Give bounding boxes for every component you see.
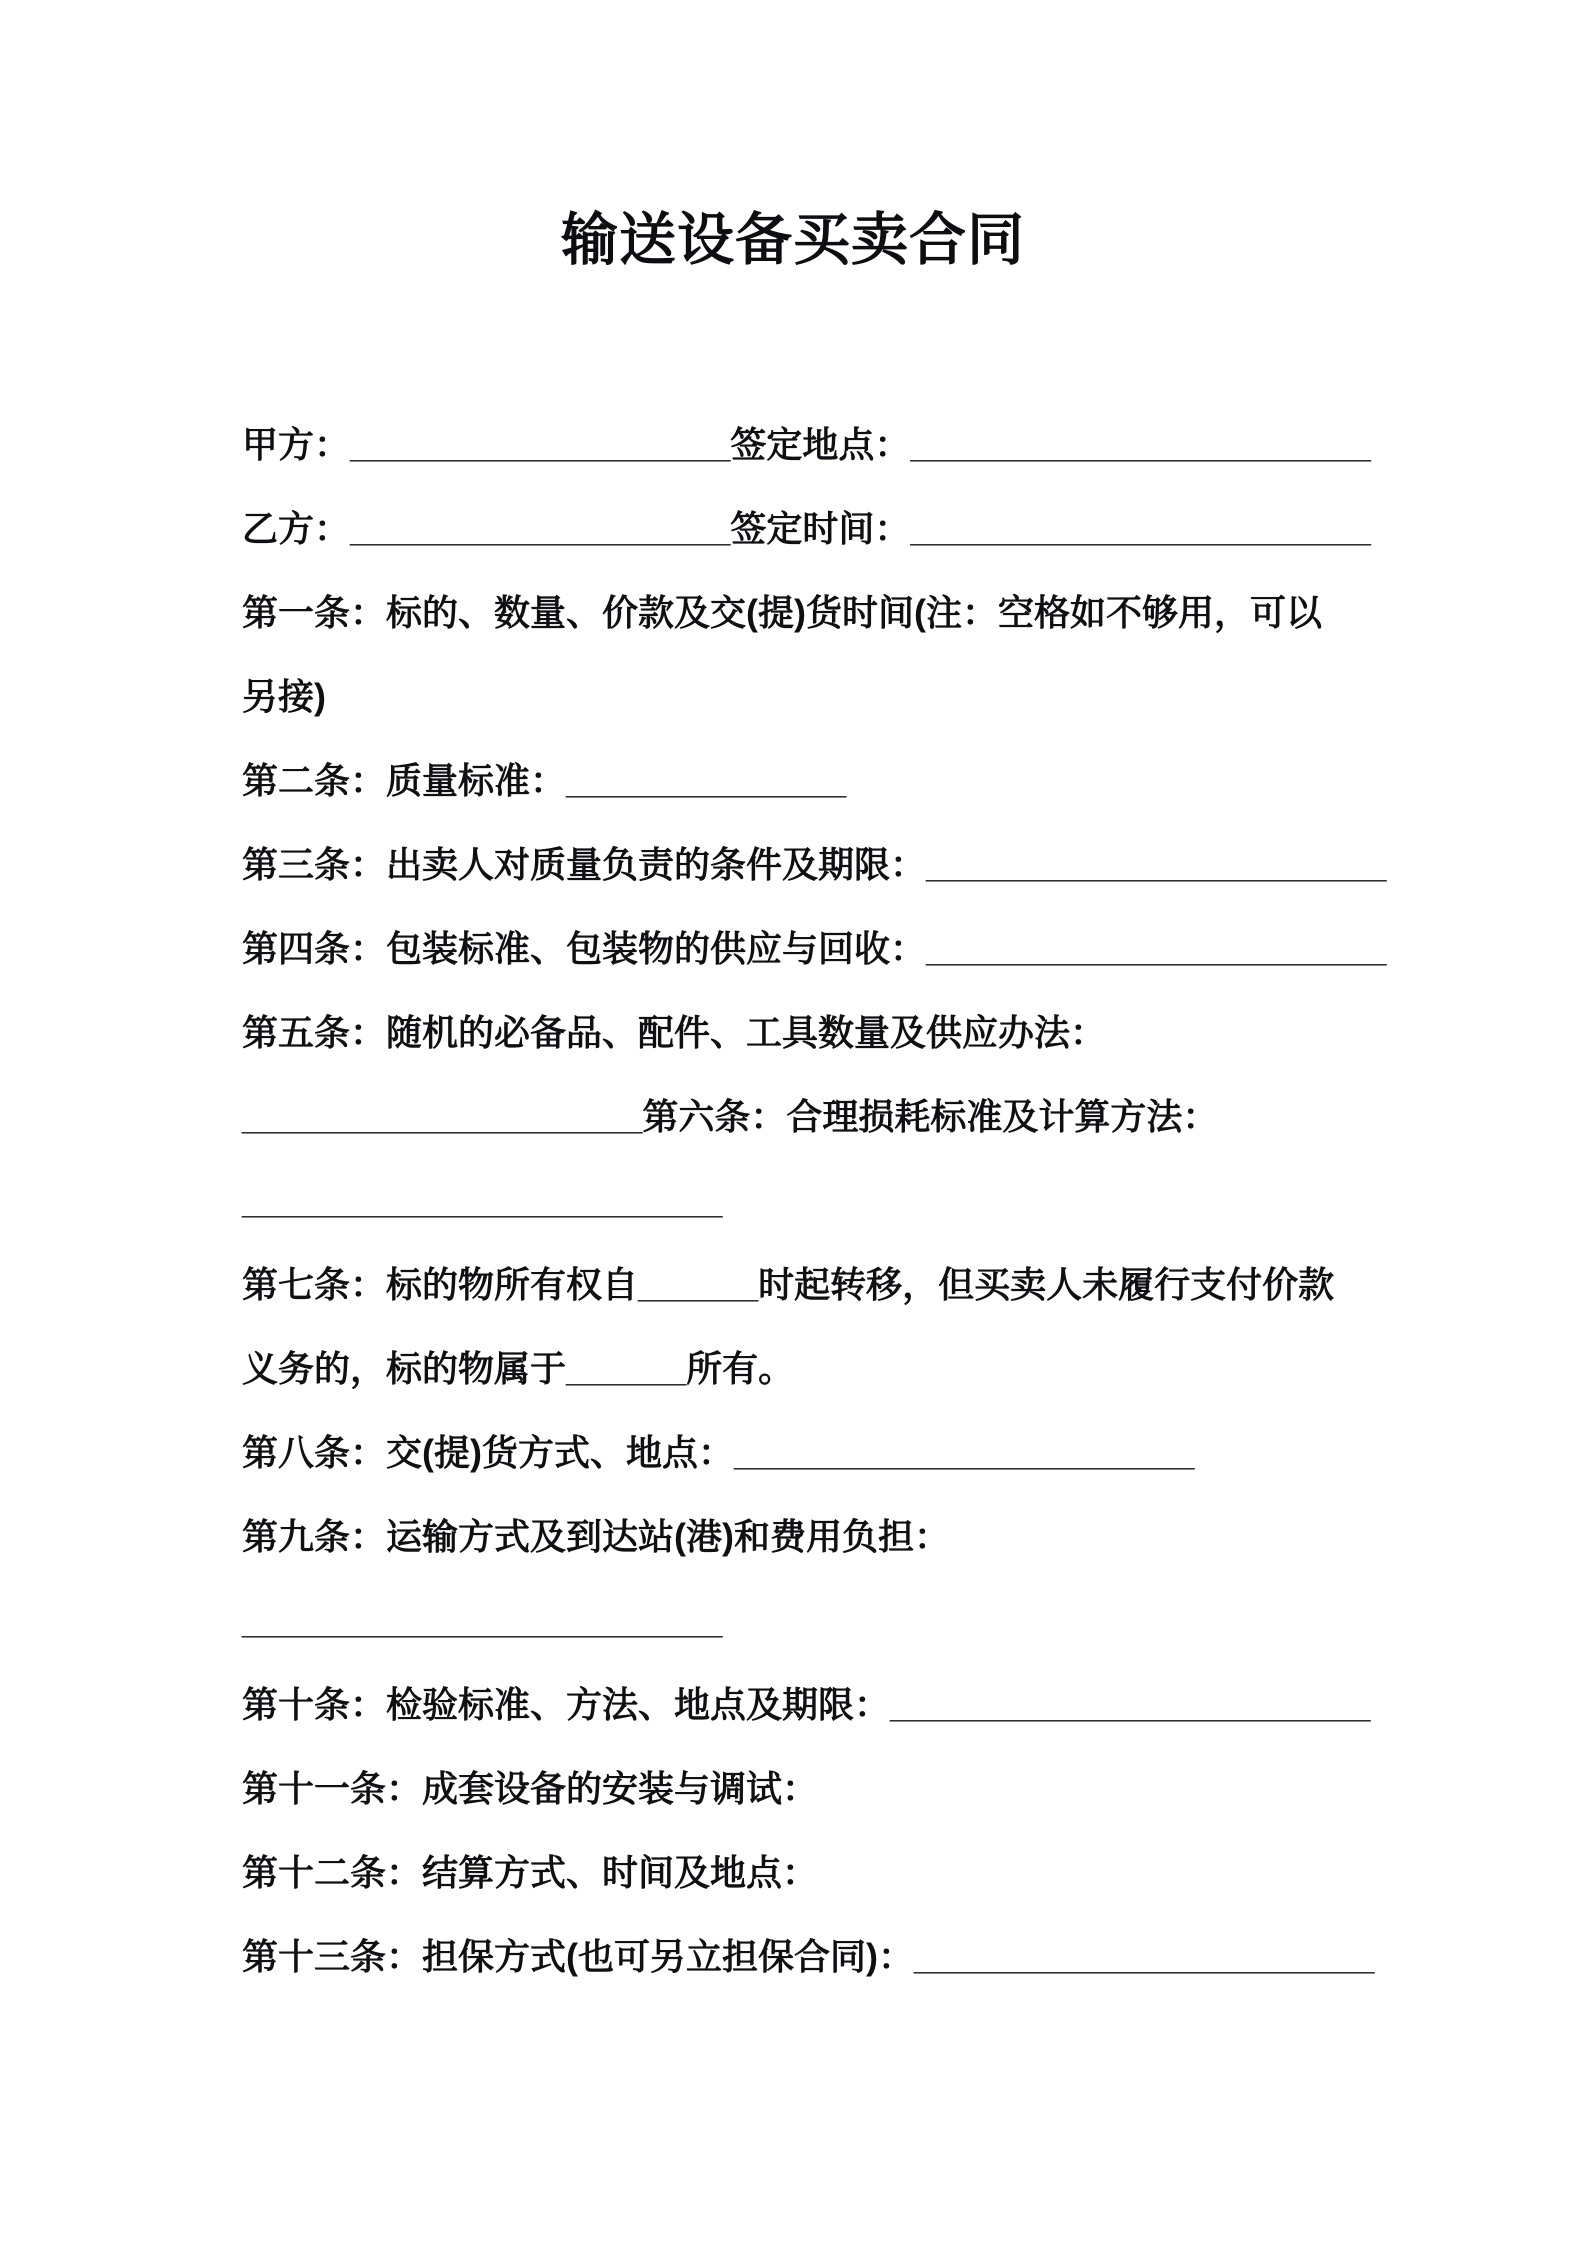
clause-9-transport: 第九条：运输方式及到达站(港)和费用负担： [242, 1516, 950, 1557]
clause-1-line-1: 第一条：标的、数量、价款及交(提)货时间(注：空格如不够用，可以 [242, 592, 1322, 633]
clause-12-settlement: 第十二条：结算方式、时间及地点： [242, 1852, 819, 1893]
clause-6-wear-standard: ____________________第六条：合理损耗标准及计算方法： [242, 1096, 1219, 1137]
document-title: 输送设备买卖合同 [561, 208, 1025, 272]
clause-9-blank-line: ________________________ [242, 1600, 723, 1641]
clause-4-packaging: 第四条：包装标准、包装物的供应与回收：_______________________ [242, 928, 1387, 969]
clause-7-line-1: 第七条：标的物所有权自______时起转移，但买卖人未履行支付价款 [242, 1264, 1335, 1305]
clause-3-seller-quality-liability: 第三条：出卖人对质量负责的条件及期限：_______________________ [242, 844, 1387, 885]
clause-11-installation: 第十一条：成套设备的安装与调试： [242, 1768, 819, 1809]
clause-6-blank-line: ________________________ [242, 1180, 723, 1221]
field-party-b-and-signing-time: 乙方：___________________签定时间：_______________________ [242, 508, 1371, 549]
clause-7-line-2: 义务的，标的物属于______所有。 [242, 1348, 795, 1389]
clause-8-delivery-method: 第八条：交(提)货方式、地点：_______________________ [242, 1432, 1195, 1473]
field-party-a-and-signing-place: 甲方：___________________签定地点：_______________________ [242, 424, 1371, 465]
clause-5-accessories: 第五条：随机的必备品、配件、工具数量及供应办法： [242, 1012, 1107, 1053]
clause-2-quality-standard: 第二条：质量标准：______________ [242, 760, 847, 801]
document-body [0, 403, 1586, 1999]
clause-13-guarantee: 第十三条：担保方式(也可另立担保合同)：_______________________ [242, 1936, 1375, 1977]
clause-1-line-2: 另接) [242, 676, 326, 717]
clause-10-inspection: 第十条：检验标准、方法、地点及期限：________________________ [242, 1684, 1371, 1725]
